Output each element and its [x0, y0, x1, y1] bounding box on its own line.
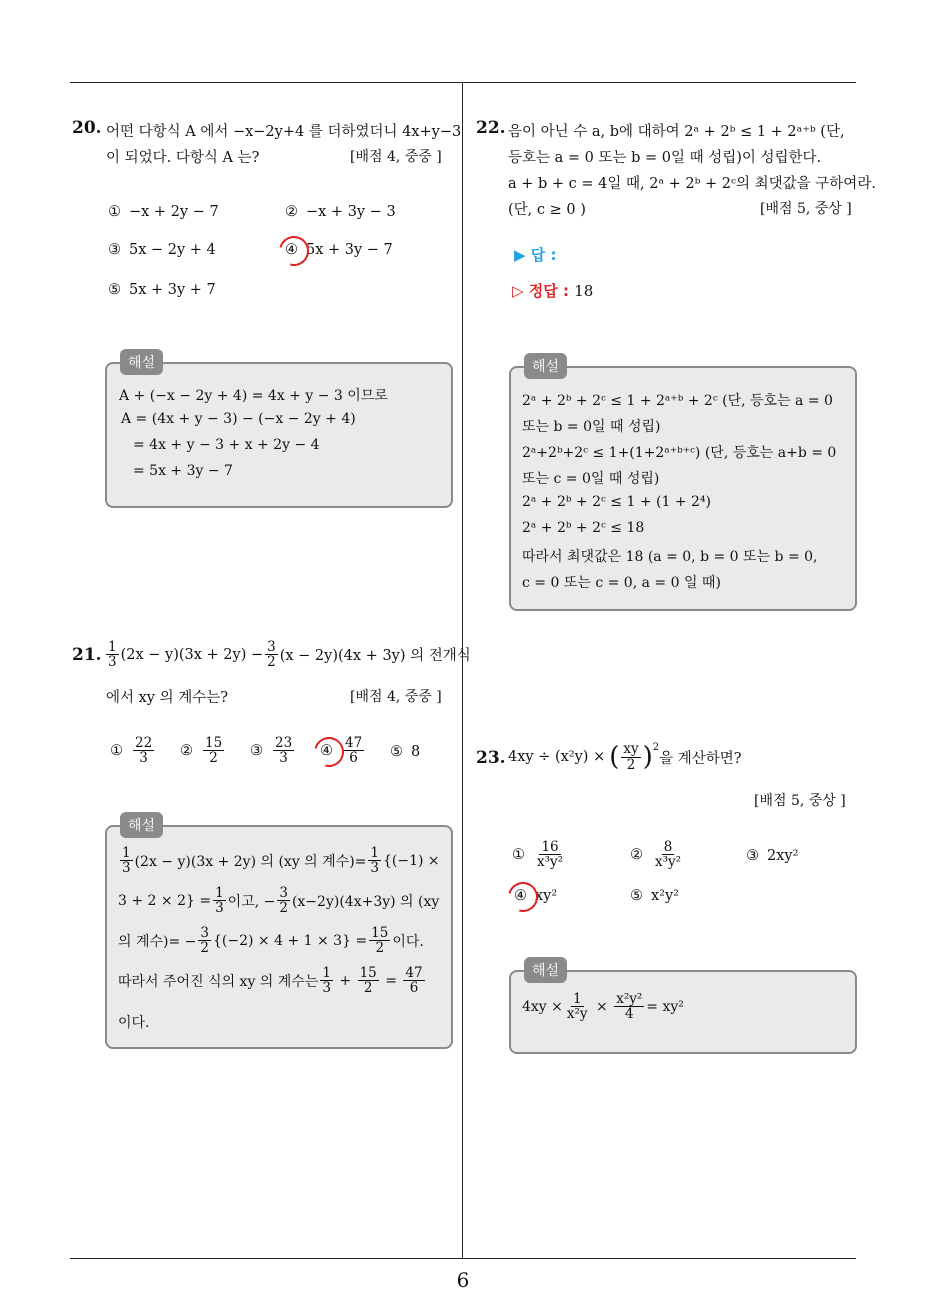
fraction: $\frac{xy}{2}$ — [623, 741, 639, 773]
answer-circle-icon: ④ — [285, 242, 298, 258]
q22-solution-tab: 해설 — [524, 353, 567, 379]
q23-solution-line: 4xy × $\frac{1}{\text{x²y}}$ × $\frac{\text{x²y²}}{4}$ = xy² — [522, 991, 684, 1023]
question-23-number: 23. — [476, 748, 506, 768]
q23-choice-4-correct[interactable] — [514, 888, 557, 904]
q21-solution-line3: 의 계수)= − $\frac{3}{2}$ {(−2) × 4 + 1 × 3} = $\frac{15}{2}$ 이다. — [118, 925, 424, 957]
q20-choice-3[interactable] — [108, 242, 216, 258]
choice-mark: ① — [110, 742, 123, 759]
fraction: $\frac{3}{2}$ — [279, 885, 288, 917]
choice-mark: ② — [285, 204, 298, 220]
question-20-meta: [배점 4, 중중 ] — [350, 149, 442, 165]
fraction: $\frac{1}{3}$ — [215, 885, 224, 917]
q23-choice-5[interactable] — [630, 888, 679, 904]
q21-choice-1[interactable] — [110, 736, 156, 765]
choice-mark: ③ — [746, 848, 759, 864]
q21-solution-tab: 해설 — [120, 812, 163, 838]
q20-solution-line: = 5x + 3y − 7 — [133, 463, 233, 479]
choice-mark: ③ — [250, 742, 263, 759]
question-23-line1: 4xy ÷ (x²y) × ( $\frac{xy}{2}$ ) $^2$ 을 계산하면? — [508, 741, 742, 773]
correct-answer — [512, 280, 593, 301]
q21-solution-line2: 3 + 2 × 2} = $\frac{1}{3}$ 이고, − $\frac{3}{2}$ (x−2y)(4x+3y) 의 (xy — [118, 885, 440, 917]
bottom-rule — [70, 1258, 856, 1259]
page-number: 6 — [456, 1268, 470, 1292]
fraction: $\frac{47}{6}$ — [345, 735, 363, 767]
q22-solution-line: 2ᵃ + 2ᵇ + 2ᶜ ≤ 1 + (1 + 2⁴) — [522, 494, 711, 510]
q22-solution-line: 따라서 최댓값은 18 (a = 0, b = 0 또는 b = 0, — [522, 549, 818, 565]
correct-answer-value: 18 — [574, 282, 594, 300]
correct-answer-label: ▷ 정답 : — [512, 282, 569, 300]
column-divider — [462, 82, 463, 1259]
answer-circle-icon: ④ — [514, 888, 527, 904]
choice-text: −x + 3y − 3 — [306, 204, 396, 220]
q20-choice-2[interactable] — [285, 204, 396, 220]
fraction: $\frac{47}{6}$ — [405, 965, 423, 997]
q23-choice-3[interactable] — [746, 848, 798, 864]
q20-solution-line: A = (4x + y − 3) − (−x − 2y + 4) — [121, 411, 356, 427]
q20-choice-5[interactable] — [108, 282, 216, 298]
q21-choice-2[interactable] — [180, 736, 226, 765]
top-rule — [70, 82, 856, 83]
q21-choice-3[interactable] — [250, 736, 296, 765]
q23-choice-2[interactable] — [630, 840, 685, 869]
choice-text: x²y² — [651, 888, 679, 904]
fraction: $\frac{3}{2}$ — [267, 639, 276, 671]
question-22-number: 22. — [476, 118, 506, 138]
choice-text: 2xy² — [767, 848, 799, 864]
choice-mark: ① — [108, 204, 121, 220]
q20-solution-line: A + (−x − 2y + 4) = 4x + y − 3 이므로 — [119, 388, 388, 404]
q21-solution-line1: $\frac{1}{3}$ (2x − y)(3x + 2y) 의 (xy 의 계수)= $\frac{1}{3}$ {(−1) × — [122, 845, 440, 877]
choice-mark: ② — [630, 846, 643, 863]
q20-choice-1[interactable] — [108, 204, 219, 220]
choice-text: 5x + 3y − 7 — [306, 242, 393, 258]
q21-choice-5[interactable] — [390, 744, 420, 760]
q22-solution-line: 또는 b = 0일 때 성립) — [522, 419, 661, 435]
choice-text: 5x + 3y + 7 — [129, 282, 216, 298]
fraction: $\frac{15}{2}$ — [371, 925, 389, 957]
q22-solution-line: 2ᵃ + 2ᵇ + 2ᶜ ≤ 18 — [522, 520, 645, 536]
q20-solution-box — [105, 362, 453, 508]
question-21-line2: 에서 xy 의 계수는? — [106, 690, 229, 706]
fraction: $\frac{22}{3}$ — [135, 735, 153, 767]
q22-solution-line: 2ᵃ+2ᵇ+2ᶜ ≤ 1+(1+2ᵃ⁺ᵇ⁺ᶜ) (단, 등호는 a+b = 0 — [522, 445, 837, 461]
fraction: $\frac{1}{3}$ — [322, 965, 331, 997]
question-22-meta: [배점 5, 중상 ] — [760, 201, 852, 217]
question-21-meta: [배점 4, 중중 ] — [350, 689, 442, 705]
question-20-number: 20. — [72, 118, 102, 138]
question-20-line1: 어떤 다항식 A 에서 −x−2y+4 를 더하였더니 4x+y−3 — [106, 124, 462, 140]
question-22-line3: a + b + c = 4일 때, 2ᵃ + 2ᵇ + 2ᶜ의 최댓값을 구하여라. — [508, 176, 876, 192]
fraction: $\frac{1}{3}$ — [370, 845, 379, 877]
question-22-line2: 등호는 a = 0 또는 b = 0일 때 성립)이 성립한다. — [508, 150, 822, 166]
fraction: $\frac{15}{2}$ — [205, 735, 223, 767]
q21-choice-4-correct[interactable] — [320, 736, 366, 765]
choice-mark: ① — [512, 846, 525, 863]
fraction: $\frac{1}{3}$ — [108, 639, 117, 671]
fraction: $\frac{16}{\text{x³y²}}$ — [537, 839, 564, 871]
choice-text: 5x − 2y + 4 — [129, 242, 216, 258]
fraction: $\frac{3}{2}$ — [200, 925, 209, 957]
choice-text: xy² — [535, 888, 558, 904]
answer-circle-icon: ④ — [320, 742, 333, 759]
q22-solution-line: c = 0 또는 c = 0, a = 0 일 때) — [522, 575, 721, 591]
fraction: $\frac{15}{2}$ — [359, 965, 377, 997]
question-20-line2: 이 되었다. 다항식 A 는? — [106, 150, 260, 166]
choice-mark: ② — [180, 742, 193, 759]
question-22-line4: (단, c ≥ 0 ) — [508, 202, 586, 218]
fraction: $\frac{8}{\text{x³y²}}$ — [655, 839, 682, 871]
answer-input-label[interactable]: ▶ 답 : — [514, 246, 557, 264]
fraction: $\frac{\text{x²y²}}{4}$ — [616, 991, 643, 1023]
choice-mark: ⑤ — [630, 888, 643, 904]
question-21-line1: $\frac{1}{3}$ (2x − y)(3x + 2y) − $\frac{3}{2}$ (x − 2y)(4x + 3y) 의 전개식 — [108, 639, 471, 671]
question-23-meta: [배점 5, 중상 ] — [754, 793, 846, 809]
question-21-number: 21. — [72, 645, 102, 665]
choice-text: −x + 2y − 7 — [129, 204, 219, 220]
q23-choice-1[interactable] — [512, 840, 567, 869]
choice-text: 8 — [411, 744, 421, 760]
fraction: $\frac{1}{3}$ — [122, 845, 131, 877]
q21-solution-line4: 따라서 주어진 식의 xy 의 계수는 $\frac{1}{3}$ + $\frac{15}{2}$ = $\frac{47}{6}$ — [118, 965, 423, 997]
fraction: $\frac{23}{3}$ — [275, 735, 293, 767]
choice-mark: ③ — [108, 242, 121, 258]
q23-solution-tab: 해설 — [524, 957, 567, 983]
q20-solution-line: = 4x + y − 3 + x + 2y − 4 — [133, 437, 320, 453]
q20-choice-4-correct[interactable] — [285, 242, 393, 258]
q22-solution-line: 2ᵃ + 2ᵇ + 2ᶜ ≤ 1 + 2ᵃ⁺ᵇ + 2ᶜ (단, 등호는 a = 0 — [522, 393, 833, 409]
choice-mark: ⑤ — [390, 744, 403, 760]
fraction: $\frac{1}{\text{x²y}}$ — [566, 991, 588, 1023]
q22-solution-line: 또는 c = 0일 때 성립) — [522, 471, 660, 487]
question-22-line1: 음이 아닌 수 a, b에 대하여 2ᵃ + 2ᵇ ≤ 1 + 2ᵃ⁺ᵇ (단, — [508, 124, 845, 140]
q20-solution-tab: 해설 — [120, 349, 163, 375]
choice-mark: ⑤ — [108, 282, 121, 298]
q21-solution-line5: 이다. — [118, 1015, 150, 1031]
